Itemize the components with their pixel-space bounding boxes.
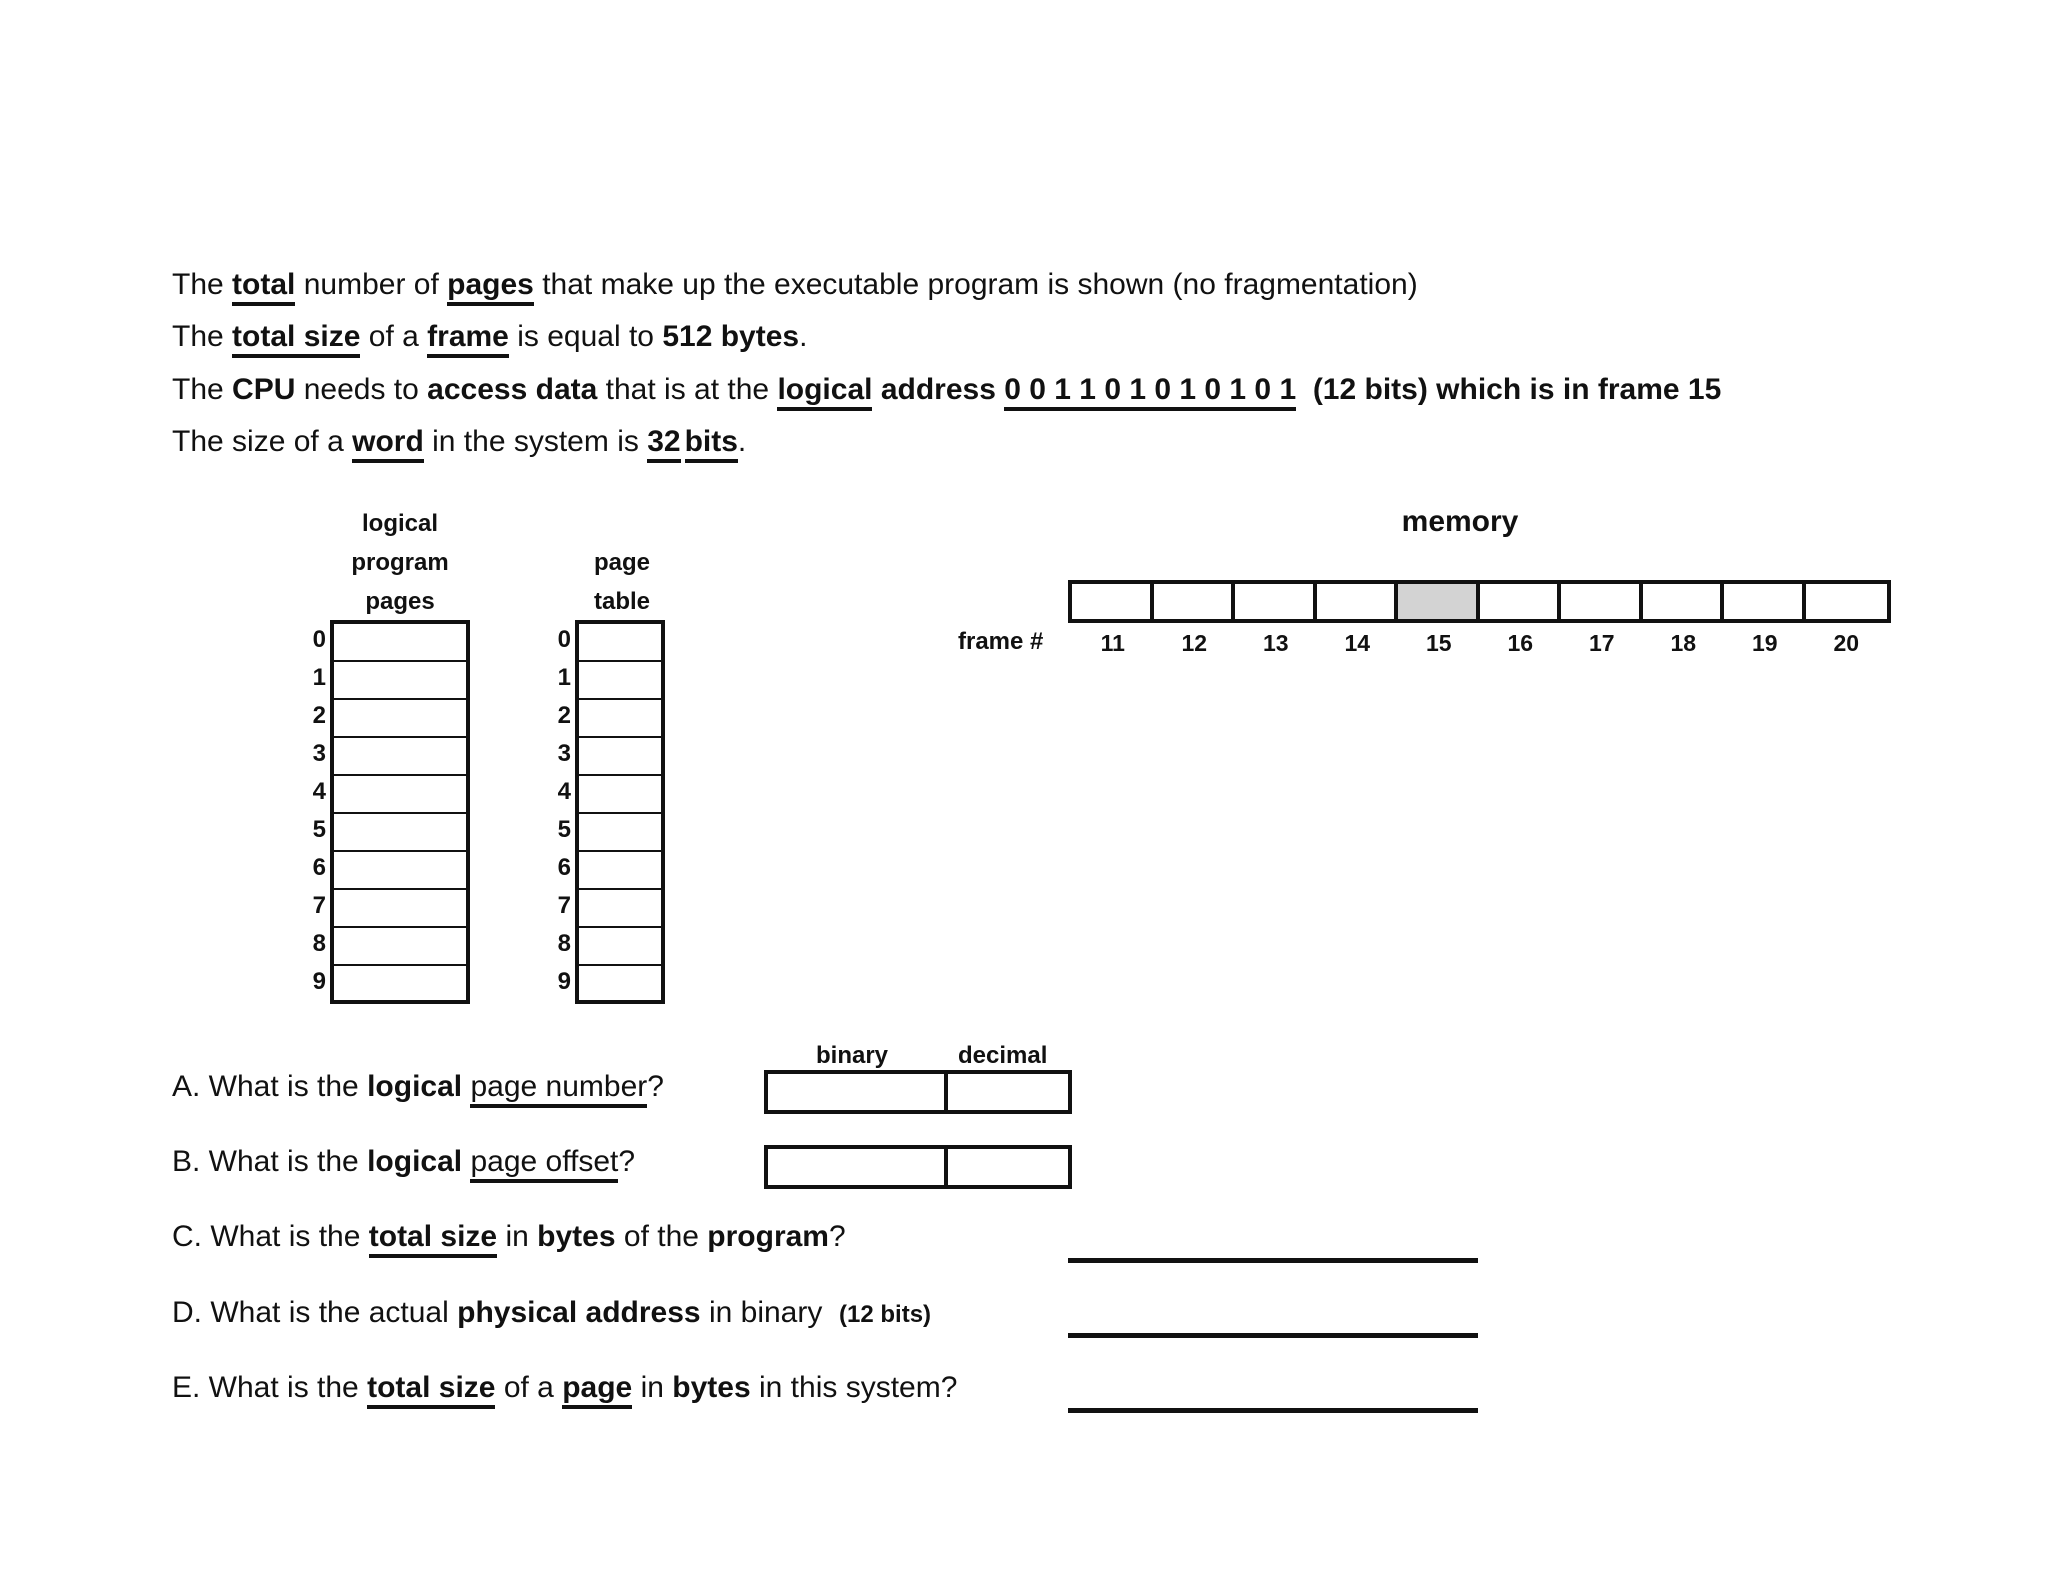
- question-b: B. What is the logical page offset?: [172, 1145, 635, 1183]
- logical-page-index: 2: [312, 702, 326, 729]
- frame-number: 20: [1833, 630, 1860, 656]
- term-total-size-e: total size: [367, 1372, 495, 1409]
- page-table-cell[interactable]: [579, 852, 661, 890]
- frame-number: 18: [1670, 630, 1697, 656]
- memory-frame-15[interactable]: [1398, 584, 1480, 619]
- page-table-cell[interactable]: [579, 776, 661, 814]
- memory-frame-12[interactable]: [1154, 584, 1236, 619]
- memory-title: memory: [1401, 505, 1519, 538]
- logical-page-index: 3: [312, 740, 326, 767]
- logical-page-cell[interactable]: [334, 700, 466, 738]
- logical-page-index: 9: [312, 968, 326, 995]
- term-page-number: page number: [470, 1071, 647, 1108]
- frame-number: 19: [1751, 630, 1778, 656]
- word-size-number: 32: [647, 426, 680, 463]
- page-table-caption-1: page: [593, 549, 650, 576]
- term-total: total: [232, 269, 295, 306]
- memory-frame-13[interactable]: [1235, 584, 1317, 619]
- page-table-grid: [575, 620, 665, 1004]
- logical-page-cell[interactable]: [334, 776, 466, 814]
- frame-size-value: 512 bytes: [662, 320, 800, 353]
- page-table-index: 5: [557, 816, 571, 843]
- frame-number: 17: [1588, 630, 1615, 656]
- term-access-data: access data: [427, 373, 598, 406]
- page-table-caption-2: table: [593, 588, 650, 615]
- logical-page-cell[interactable]: [334, 814, 466, 852]
- page-table-cell[interactable]: [579, 890, 661, 928]
- term-pages: pages: [447, 269, 534, 306]
- page-table-index: 6: [557, 854, 571, 881]
- term-word: word: [352, 426, 424, 463]
- page-table-index: 9: [557, 968, 571, 995]
- question-c: C. What is the total size in bytes of the program?: [172, 1220, 846, 1258]
- intro-line-3: The CPU needs to access data that is at the logical address 0 0 1 1 0 1 0 1 0 1 0 1 (12 bits) which is in frame 15: [172, 373, 1721, 411]
- frame-number-labels: [1068, 630, 1891, 660]
- frame-number-label: frame #: [958, 628, 1044, 655]
- answer-a-box: [764, 1070, 1072, 1114]
- page-table-cell[interactable]: [579, 662, 661, 700]
- word-size-unit: bits: [685, 426, 738, 463]
- intro-line-2: The total size of a frame is equal to 512 bytes.: [172, 320, 807, 358]
- logical-page-cell[interactable]: [334, 662, 466, 700]
- frame-number: 12: [1181, 630, 1208, 656]
- page-table: [545, 620, 685, 1000]
- page-table-cell[interactable]: [579, 738, 661, 776]
- binary-header: binary: [816, 1042, 889, 1069]
- page-table-cell[interactable]: [579, 814, 661, 852]
- page-table-index: 1: [557, 664, 571, 691]
- logical-page-cell[interactable]: [334, 738, 466, 776]
- logical-page-index: 5: [312, 816, 326, 843]
- logical-page-index: 7: [312, 892, 326, 919]
- term-page-offset: page offset: [470, 1146, 618, 1183]
- logical-pages-caption-1: logical: [361, 510, 439, 537]
- page-table-index: 7: [557, 892, 571, 919]
- term-cpu: CPU: [232, 373, 296, 406]
- logical-page-index: 8: [312, 930, 326, 957]
- question-a: A. What is the logical page number?: [172, 1070, 664, 1108]
- logical-page-cell[interactable]: [334, 852, 466, 890]
- answer-c-line[interactable]: [1068, 1258, 1478, 1263]
- logical-page-cell[interactable]: [334, 624, 466, 662]
- answer-b-binary[interactable]: [768, 1149, 948, 1185]
- page-table-index: 3: [557, 740, 571, 767]
- term-frame: frame: [427, 321, 509, 358]
- memory-frame-11[interactable]: [1072, 584, 1154, 619]
- page-table-index: 4: [557, 778, 571, 805]
- memory-frame-16[interactable]: [1480, 584, 1562, 619]
- frame-number: 14: [1344, 630, 1371, 656]
- page-table-cell[interactable]: [579, 624, 661, 662]
- address-suffix: (12 bits) which is in frame 15: [1312, 373, 1722, 406]
- question-d: D. What is the actual physical address in binary (12 bits): [172, 1296, 932, 1329]
- term-logical: logical: [777, 374, 872, 411]
- logical-page-index: 6: [312, 854, 326, 881]
- logical-pages-caption-2: program: [351, 549, 449, 576]
- answer-a-binary[interactable]: [768, 1074, 948, 1110]
- page-table-index: 0: [557, 626, 571, 653]
- logical-page-cell[interactable]: [334, 928, 466, 966]
- memory-frame-17[interactable]: [1561, 584, 1643, 619]
- intro-line-4: The size of a word in the system is 32 bits.: [172, 425, 746, 463]
- frame-number: 15: [1425, 630, 1452, 656]
- logical-page-index: 0: [312, 626, 326, 653]
- term-total-size: total size: [232, 321, 360, 358]
- page-table-index: 8: [557, 930, 571, 957]
- logical-page-grid: [330, 620, 470, 1004]
- logical-page-cell[interactable]: [334, 890, 466, 928]
- intro-line-1: The total number of pages that make up the executable program is shown (no fragmentation): [172, 268, 1418, 306]
- answer-d-line[interactable]: [1068, 1333, 1478, 1338]
- logical-page-cell[interactable]: [334, 966, 466, 1004]
- memory-frame-18[interactable]: [1643, 584, 1725, 619]
- logical-address-bits: 0 0 1 1 0 1 0 1 0 1 0 1: [1004, 374, 1296, 411]
- term-total-size-c: total size: [369, 1221, 497, 1258]
- memory-frame-19[interactable]: [1724, 584, 1806, 619]
- decimal-header: decimal: [958, 1042, 1048, 1069]
- frame-number: 11: [1100, 630, 1125, 656]
- term-page: page: [562, 1372, 632, 1409]
- answer-e-line[interactable]: [1068, 1408, 1478, 1413]
- memory-frame-14[interactable]: [1317, 584, 1399, 619]
- term-address: address: [880, 373, 996, 406]
- page-table-cell[interactable]: [579, 928, 661, 966]
- frame-number: 13: [1262, 630, 1289, 656]
- question-e: E. What is the total size of a page in bytes in this system?: [172, 1371, 957, 1409]
- memory-frame-20[interactable]: [1806, 584, 1888, 619]
- page-table-index: 2: [557, 702, 571, 729]
- memory-frames: [1068, 580, 1891, 623]
- logical-pages-caption-3: pages: [365, 588, 435, 615]
- answer-b-decimal[interactable]: [948, 1149, 1068, 1185]
- logical-page-index: 4: [312, 778, 326, 805]
- answer-b-box: [764, 1145, 1072, 1189]
- frame-number: 16: [1507, 630, 1534, 656]
- page-table-cell[interactable]: [579, 966, 661, 1004]
- page-table-cell[interactable]: [579, 700, 661, 738]
- logical-page-index: 1: [312, 664, 326, 691]
- logical-pages-table: [300, 620, 470, 1000]
- answer-a-decimal[interactable]: [948, 1074, 1068, 1110]
